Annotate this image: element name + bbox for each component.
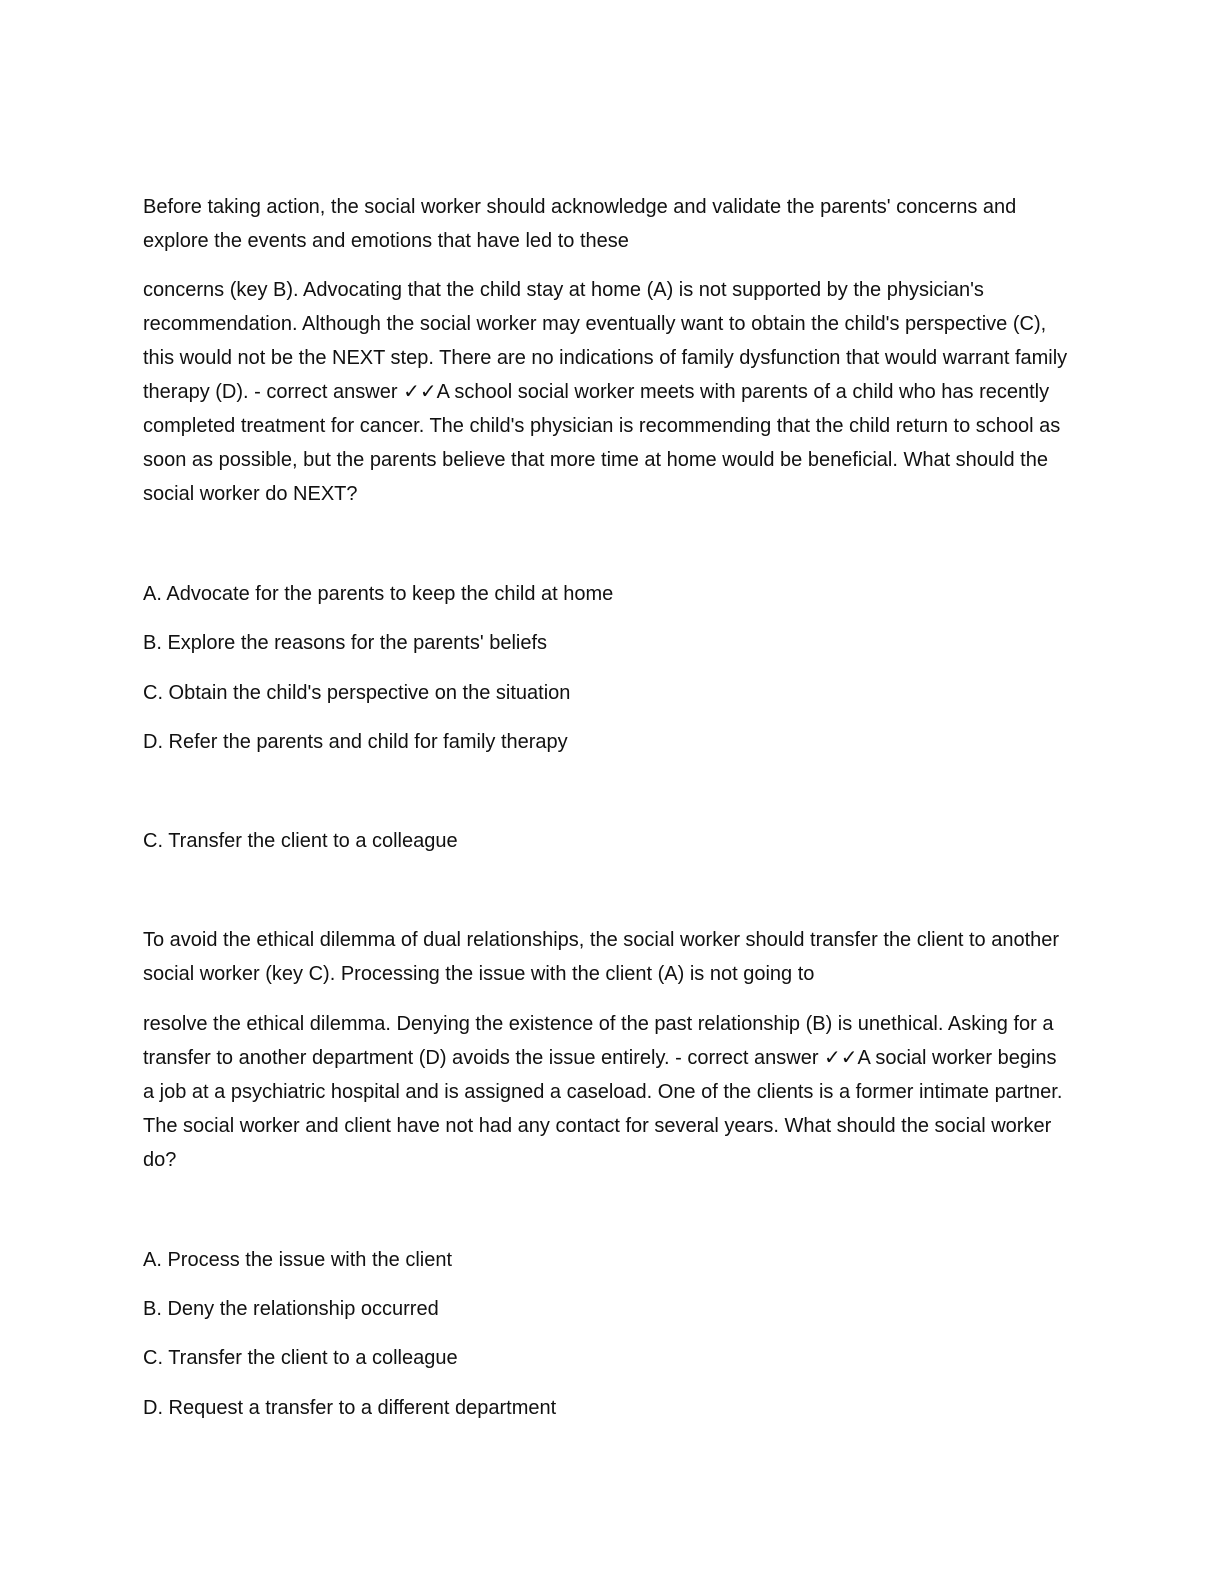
explanation-question-paragraph: resolve the ethical dilemma. Denying the existence of the past relationship (B) is unethical. Asking for a transfer to another department (D) avoids the issue entirely. - correct answer ✓✓A social worker begins a job at a psychiatric hospital and is assigned a caseload. One of the clients is a former intimate partner. The social worker and client have not had any contact for several years. What should the social worker do? [143,1013,1063,1171]
option-a: A. Process the issue with the client [143,1249,453,1271]
option-b: B. Deny the relationship occurred [143,1298,439,1320]
explanation-paragraph: Before taking action, the social worker should acknowledge and validate the parents' concerns and explore the events and emotions that have led to these [143,196,1017,252]
explanation-question-paragraph: concerns (key B). Advocating that the child stay at home (A) is not supported by the physician's recommendation. Although the social worker may eventually want to obtain the child's perspective (C), this would not be the NEXT step. There are no indications of family dysfunction that would warrant family therapy (D). - correct answer ✓✓A school social worker meets with parents of a child who has recently completed treatment for cancer. The child's physician is recommending that the child return to school as soon as possible, but the parents believe that more time at home would be beneficial. What should the social worker do NEXT? [143,279,1068,505]
option-d: D. Refer the parents and child for family therapy [143,731,568,753]
explanation-paragraph: To avoid the ethical dilemma of dual relationships, the social worker should transfer the client to another social worker (key C). Processing the issue with the client (A) is not going to [143,929,1060,985]
option-c: C. Obtain the child's perspective on the situation [143,682,571,704]
answer-line: C. Transfer the client to a colleague [143,830,458,852]
option-c: C. Transfer the client to a colleague [143,1347,458,1369]
option-d: D. Request a transfer to a different department [143,1397,557,1419]
option-b: B. Explore the reasons for the parents' beliefs [143,632,548,654]
option-a: A. Advocate for the parents to keep the child at home [143,583,614,605]
